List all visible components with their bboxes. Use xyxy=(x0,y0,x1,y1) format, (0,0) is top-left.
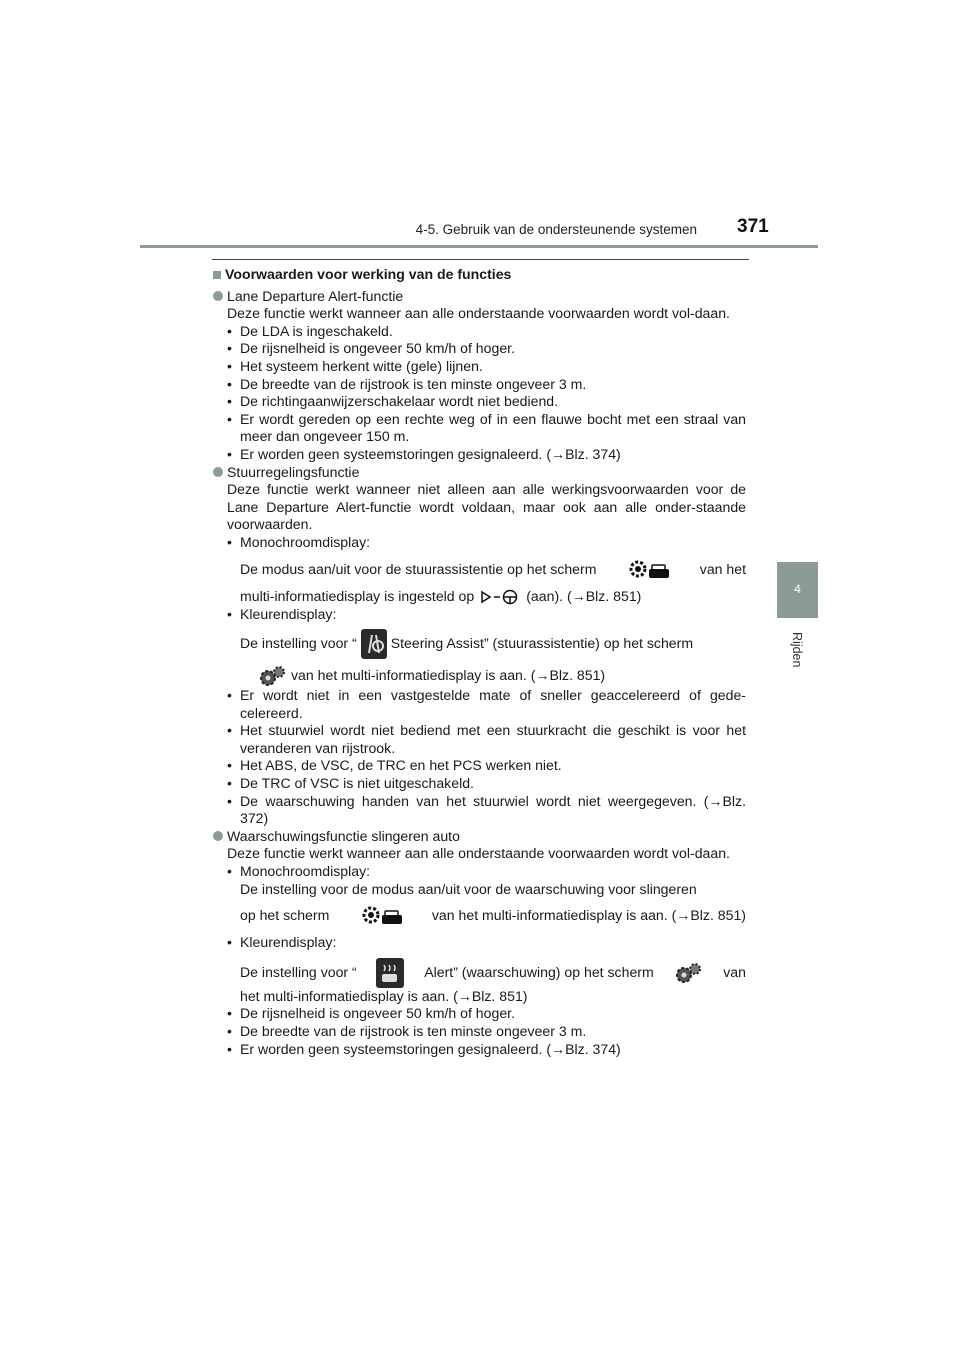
header-rule xyxy=(140,245,818,248)
chapter-tab[interactable] xyxy=(777,562,818,618)
list-item: • Kleurendisplay: xyxy=(227,934,337,951)
circle-bullet-icon xyxy=(213,467,223,477)
chapter-number: 4 xyxy=(794,582,801,596)
square-bullet-icon xyxy=(213,271,221,279)
list-item: • Er worden geen systeemstoringen gesignaleerd. (→Blz. 374) xyxy=(227,1040,621,1057)
color-setting-line: van het multi-informatiedisplay is aan. (→Blz. 851) xyxy=(213,665,746,687)
feature-intro: Deze functie werkt wanneer niet alleen aan alle werkingsvoorwaarden voor de Lane Departure Alert-functie wordt voldaan, maar ook aan alle onder-staande voorwaarden. xyxy=(227,481,746,533)
color-setting-line: De instelling voor “ Alert” (waarschuwing) op het scherm van xyxy=(213,958,746,988)
gear-settings-icon xyxy=(673,962,703,984)
feature-title: Lane Departure Alert-functie xyxy=(227,287,404,304)
list-item: • De waarschuwing handen van het stuurwiel wordt niet weergegeven. (→Blz. 372) xyxy=(227,792,746,827)
feature-intro: Deze functie werkt wanneer aan alle onderstaande voorwaarden wordt vol-daan. xyxy=(227,305,730,322)
gear-settings-icon xyxy=(257,665,287,687)
mono-setting-line: De modus aan/uit voor de stuurassistentie op het scherm van het xyxy=(213,558,746,582)
page-number: 371 xyxy=(737,216,769,237)
list-item: • De rijsnelheid is ongeveer 50 km/h of hoger. xyxy=(227,340,515,357)
list-item: • Monochroomdisplay: xyxy=(227,863,371,880)
list-item: • Er wordt niet in een vastgestelde mate of sneller geaccelereerd of gede-celereerd. xyxy=(227,687,746,721)
mono-setting-line: multi-informatiedisplay is ingesteld op (aan). (→Blz. 851) xyxy=(240,587,642,604)
list-item: • Monochroomdisplay: xyxy=(227,533,371,550)
list-item: • De TRC of VSC is niet uitgeschakeld. xyxy=(227,775,474,792)
settings-car-icon xyxy=(358,904,404,928)
list-item: • Het stuurwiel wordt niet bediend met een stuurkracht die geschikt is voor het veranderen van rijstrook. xyxy=(227,722,746,756)
list-item: • De breedte van de rijstrook is ten minste ongeveer 3 m. xyxy=(227,1023,587,1039)
chapter-label-text: Rijden xyxy=(790,632,804,668)
coffee-alert-icon xyxy=(376,958,404,988)
color-setting-line: het multi-informatiedisplay is aan. (→Blz. 851) xyxy=(240,987,528,1004)
chapter-title: 4-5. Gebruik van de ondersteunende systemen xyxy=(415,222,697,237)
feature-title: Waarschuwingsfunctie slingeren auto xyxy=(227,827,460,844)
mono-setting-line: De instelling voor de modus aan/uit voor de waarschuwing voor slingeren xyxy=(240,880,697,897)
section-rule xyxy=(212,259,749,260)
list-item: • Er worden geen systeemstoringen gesignaleerd. (→Blz. 374) xyxy=(227,445,621,462)
section-heading xyxy=(213,266,746,284)
feature-intro: Deze functie werkt wanneer aan alle onderstaande voorwaarden wordt vol-daan. xyxy=(227,845,730,862)
list-item: • Het systeem herkent witte (gele) lijnen. xyxy=(227,357,483,374)
content xyxy=(213,266,746,1058)
list-item: • De richtingaanwijzerschakelaar wordt niet bediend. xyxy=(227,393,559,410)
list-item: • De LDA is ingeschakeld. xyxy=(227,322,393,339)
list-item: • Kleurendisplay: xyxy=(227,605,337,622)
lane-assist-on-icon xyxy=(478,588,522,606)
mono-setting-line: op het scherm van het multi-informatiedisplay is aan. (→Blz. 851) xyxy=(213,904,746,928)
feature-sway xyxy=(213,828,746,846)
feature-steering xyxy=(213,464,746,482)
settings-car-icon xyxy=(625,558,671,582)
list-item: • Het ABS, de VSC, de TRC en het PCS werken niet. xyxy=(227,757,562,774)
section-heading-text: Voorwaarden voor werking van de functies xyxy=(225,266,512,282)
steering-assist-icon xyxy=(361,629,387,659)
chapter-label xyxy=(782,632,812,672)
list-item: • Er wordt gereden op een rechte weg of in een flauwe bocht met een straal van meer dan ongeveer 150 m. xyxy=(227,410,746,445)
feature-lda xyxy=(213,288,746,306)
list-item: • De breedte van de rijstrook is ten minste ongeveer 3 m. xyxy=(227,375,587,392)
circle-bullet-icon xyxy=(213,831,223,841)
circle-bullet-icon xyxy=(213,291,223,301)
color-setting-line: De instelling voor “ Steering Assist” (stuurassistentie) op het scherm xyxy=(213,629,746,659)
list-item: • De rijsnelheid is ongeveer 50 km/h of hoger. xyxy=(227,1005,515,1022)
feature-title: Stuurregelingsfunctie xyxy=(227,463,360,480)
